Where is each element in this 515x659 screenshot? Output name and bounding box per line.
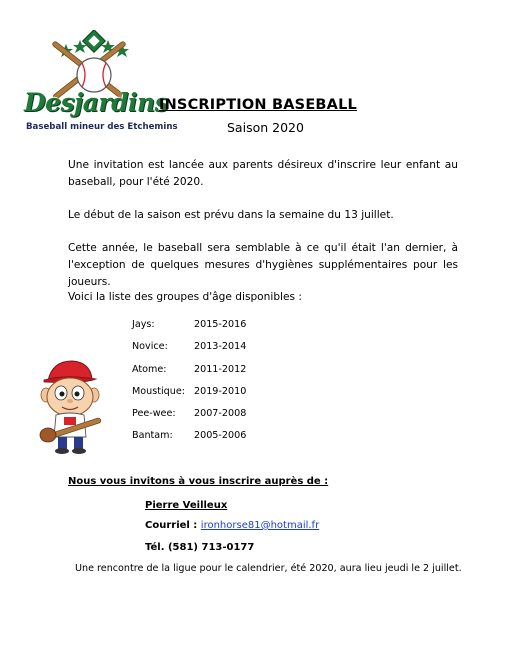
contact-email-line: [145, 520, 319, 531]
group-name: Jays:: [132, 319, 155, 330]
group-years: 2005-2006: [194, 430, 247, 442]
paragraph-hygiene: Cette année, le baseball sera semblable à ce qu'il était l'an dernier, à l'exception de quelques mesures d'hygiènes supplémentaires pour les joueurs.: [68, 242, 458, 288]
paragraph-season-start: Le début de la saison est prévu dans la semaine du 13 juillet.: [68, 209, 394, 221]
email-label: Courriel :: [145, 520, 201, 531]
group-years: 2015-2016: [194, 319, 247, 330]
group-name: Bantam:: [132, 430, 173, 442]
list-item: [132, 364, 274, 386]
group-years: 2011-2012: [194, 363, 247, 375]
page-title: INSCRIPTION BASEBALL: [159, 97, 357, 113]
group-name: Pee-wee:: [132, 408, 176, 420]
age-groups-list: [132, 319, 274, 453]
group-years: 2019-2010: [194, 385, 247, 397]
group-years: 2007-2008: [194, 408, 247, 420]
group-name: Moustique:: [132, 385, 185, 397]
list-item: [132, 319, 274, 341]
list-item: [132, 408, 274, 430]
paragraph-groups-intro: Voici la liste des groupes d'âge disponibles :: [68, 291, 302, 303]
season-subtitle: Saison 2020: [227, 120, 304, 135]
group-name: Novice:: [132, 341, 168, 353]
baseball-kid-icon: [34, 355, 106, 455]
logo-subtitle: Baseball mineur des Etchemins: [26, 122, 178, 132]
list-item: [132, 430, 274, 452]
list-item: [132, 386, 274, 408]
league-meeting-notice: Une rencontre de la ligue pour le calendrier, été 2020, aura lieu jeudi le 2 juillet.: [75, 563, 462, 574]
registration-invite: Nous vous invitons à vous inscrire auprès de :: [68, 476, 329, 487]
logo-wordmark: Desjardins: [24, 88, 169, 117]
email-link[interactable]: ironhorse81@hotmail.fr: [200, 520, 320, 531]
contact-phone: Tél. (581) 713-0177: [145, 542, 255, 553]
group-years: 2013-2014: [194, 341, 247, 353]
list-item: [132, 341, 274, 363]
group-name: Atome:: [132, 363, 167, 375]
contact-name: Pierre Veilleux: [145, 500, 228, 511]
desjardins-logo: [22, 30, 178, 138]
paragraph-invitation: Une invitation est lancée aux parents désireux d'inscrire leur enfant au baseball, pour l'été 2020.: [68, 159, 458, 188]
